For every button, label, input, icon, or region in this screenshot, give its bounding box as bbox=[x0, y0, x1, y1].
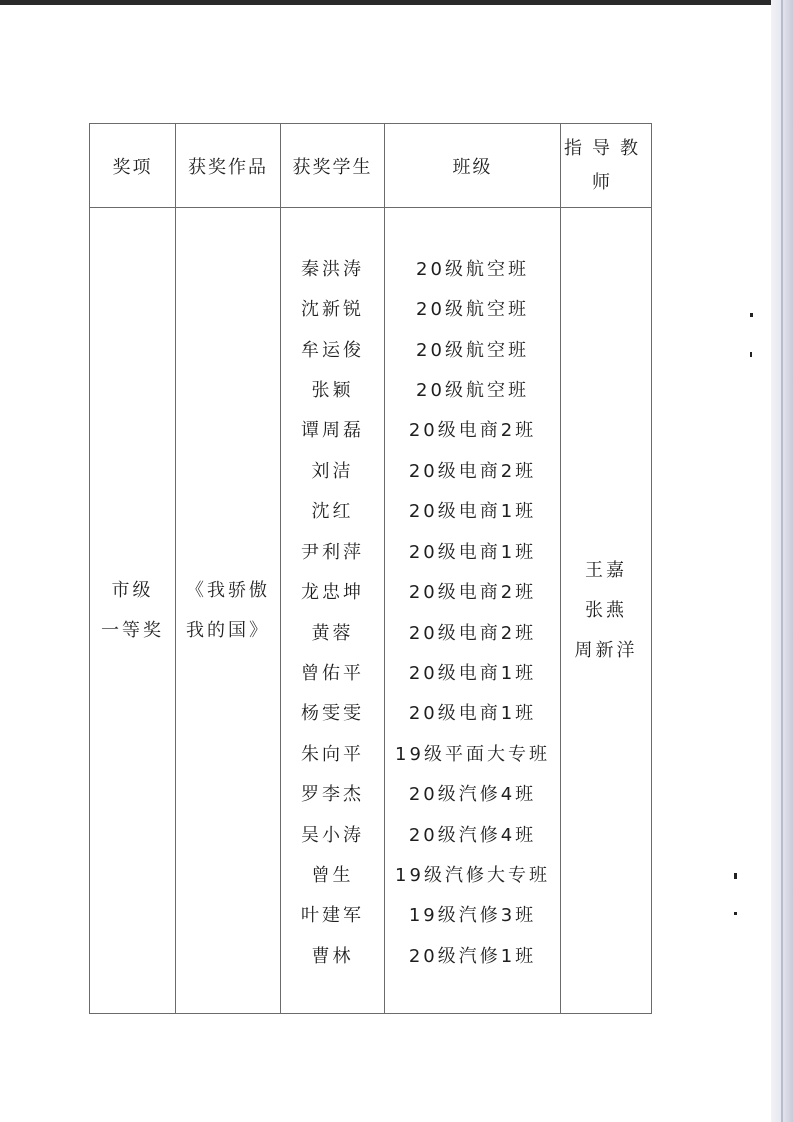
class-name: 20级航空班 bbox=[416, 258, 529, 280]
class-name: 20级电商1班 bbox=[408, 703, 537, 725]
class-name: 20级航空班 bbox=[416, 299, 529, 321]
class-name: 20级电商2班 bbox=[408, 582, 537, 604]
header-teacher-line1: 指导教 bbox=[564, 137, 648, 159]
award-level-line: 市级 bbox=[111, 579, 154, 601]
class-name: 20级航空班 bbox=[416, 339, 529, 361]
classes-cell bbox=[385, 208, 561, 1014]
header-work: 获奖作品 bbox=[176, 124, 281, 208]
header-teacher-line2: 师 bbox=[592, 171, 620, 193]
award-level-cell bbox=[90, 208, 176, 1014]
award-row bbox=[90, 208, 652, 1014]
scan-top-border bbox=[0, 0, 793, 5]
student-name: 吴小涛 bbox=[301, 824, 364, 846]
class-name: 19级平面大专班 bbox=[395, 743, 550, 765]
class-name: 20级电商1班 bbox=[408, 501, 537, 523]
header-teacher bbox=[561, 124, 652, 208]
teachers-cell bbox=[561, 208, 652, 1014]
student-name: 朱向平 bbox=[301, 743, 364, 765]
header-row bbox=[90, 124, 652, 208]
student-name: 谭周磊 bbox=[301, 420, 364, 442]
student-name: 杨雯雯 bbox=[301, 703, 364, 725]
scan-speck bbox=[734, 912, 737, 915]
student-name: 刘洁 bbox=[311, 460, 354, 482]
header-students: 获奖学生 bbox=[281, 124, 385, 208]
student-name: 尹利萍 bbox=[301, 541, 364, 563]
scan-speck bbox=[750, 313, 753, 317]
header-award: 奖项 bbox=[90, 124, 176, 208]
student-name: 张颖 bbox=[311, 380, 354, 402]
work-title-line: 我的国》 bbox=[186, 619, 270, 641]
class-list bbox=[385, 244, 560, 977]
class-name: 19级汽修大专班 bbox=[395, 864, 550, 886]
student-name: 沈新锐 bbox=[301, 299, 364, 321]
class-name: 20级电商1班 bbox=[408, 541, 537, 563]
student-name: 曾佑平 bbox=[301, 662, 364, 684]
class-name: 20级电商2班 bbox=[408, 622, 537, 644]
class-name: 20级航空班 bbox=[416, 380, 529, 402]
class-name: 20级电商2班 bbox=[408, 460, 537, 482]
class-name: 19级汽修3班 bbox=[408, 905, 537, 927]
teacher-name: 周新洋 bbox=[574, 639, 638, 661]
student-name: 龙忠坤 bbox=[301, 582, 364, 604]
student-name: 牟运俊 bbox=[301, 339, 364, 361]
student-name: 曹林 bbox=[311, 945, 354, 967]
class-name: 20级电商2班 bbox=[408, 420, 537, 442]
student-name: 曾生 bbox=[311, 864, 354, 886]
students-cell bbox=[281, 208, 385, 1014]
teacher-name: 王嘉 bbox=[585, 559, 627, 581]
scan-speck bbox=[750, 352, 752, 357]
scan-speck bbox=[734, 873, 737, 879]
student-name: 秦洪涛 bbox=[301, 258, 364, 280]
award-table bbox=[89, 123, 652, 1014]
class-name: 20级汽修1班 bbox=[408, 945, 537, 967]
work-title-line: 《我骄傲 bbox=[186, 579, 270, 601]
student-name: 黄蓉 bbox=[311, 622, 354, 644]
class-name: 20级电商1班 bbox=[408, 662, 537, 684]
student-name: 罗李杰 bbox=[301, 784, 364, 806]
scan-edge-line bbox=[781, 0, 783, 1122]
student-list bbox=[281, 244, 384, 977]
class-name: 20级汽修4班 bbox=[408, 784, 537, 806]
header-class: 班级 bbox=[385, 124, 561, 208]
student-name: 叶建军 bbox=[301, 905, 364, 927]
student-name: 沈红 bbox=[311, 501, 354, 523]
teacher-name: 张燕 bbox=[585, 599, 627, 621]
work-title-cell bbox=[176, 208, 281, 1014]
award-level-line: 一等奖 bbox=[101, 619, 164, 641]
class-name: 20级汽修4班 bbox=[408, 824, 537, 846]
